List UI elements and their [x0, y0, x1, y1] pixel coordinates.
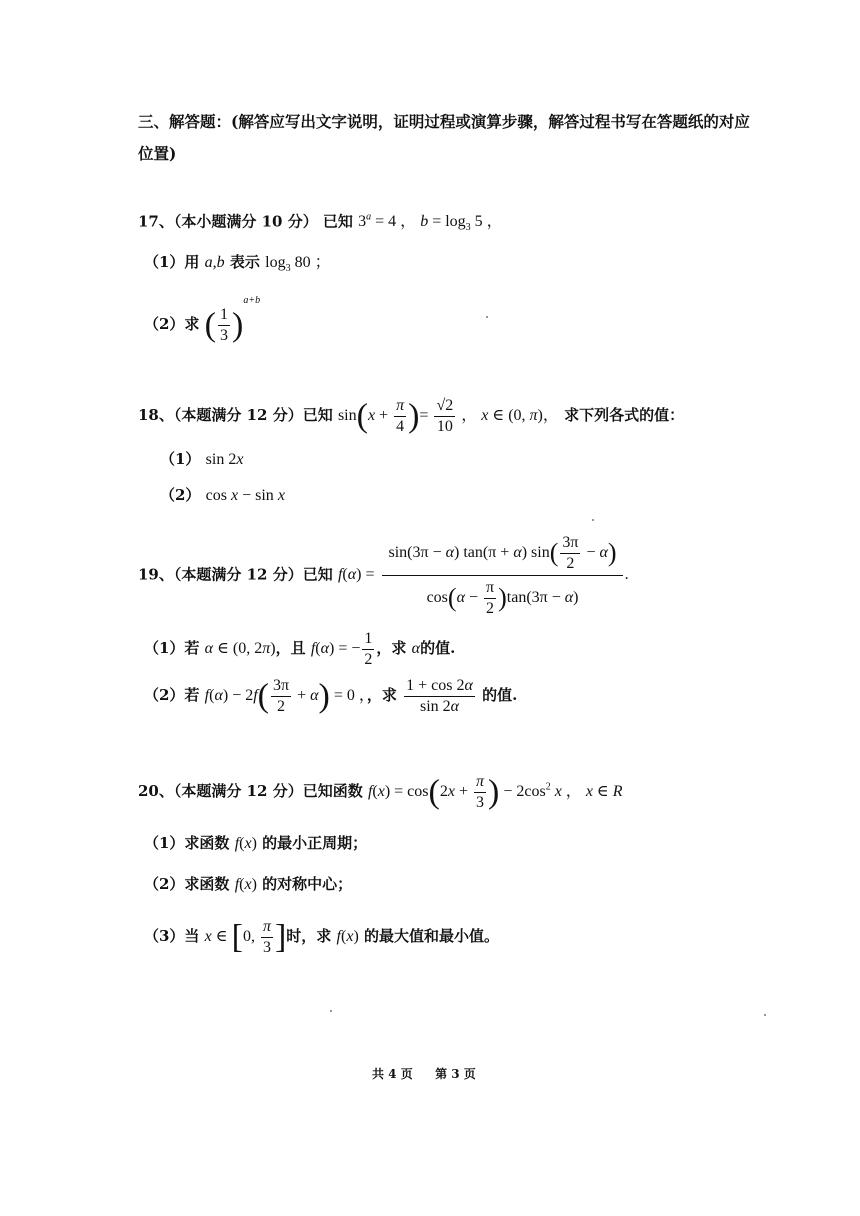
section-title: 三、解答题：(解答应写出文字说明，证明过程或演算步骤，解答过程书写在答题纸的对应	[138, 112, 750, 131]
q20-given-formula: f(x) = cos(2x + $\frac{\pi}{3}$ ) − $2\cos^2$ x ， x ∈ R	[367, 773, 623, 811]
q20-part3-text: 的最大值和最小值。	[364, 926, 500, 945]
q20-part3-interval: x ∈ [0, $\frac{\pi}{3}$ ]	[204, 918, 287, 956]
section-title-continued: 位置)	[138, 144, 177, 163]
scan-speck	[330, 1010, 332, 1012]
q19-part1-end: 的值.	[420, 638, 456, 657]
q19-part1-condition: f(α) = − $\frac{1}{2}$	[310, 630, 373, 668]
q20-part3-label: （3）当	[144, 926, 200, 945]
q17-part1	[144, 255, 331, 274]
q17-part1-text: 表示	[229, 253, 260, 271]
q19-given-formula: f(α) = sin(3π − α) tan(π + α) sin( $\frac{3\pi}{2}$ − α) cos(α − $\frac{\pi}{2}$ )tan(3π − α) .	[337, 534, 629, 617]
q20-part1	[144, 836, 367, 852]
q19-part1	[144, 630, 455, 668]
q20-part2-func: f(x)	[234, 876, 257, 893]
q18-part1-formula: sin 2x	[205, 451, 244, 468]
q18-stem	[138, 397, 684, 435]
q19-part2	[144, 677, 517, 715]
scan-speck	[764, 1014, 766, 1016]
q18-part2	[160, 488, 285, 504]
q20-part3	[144, 918, 499, 956]
q19-part2-condition: f(α) − 2f( $\frac{3\pi}{2}$ + α) = 0 ，	[204, 677, 367, 715]
q19-part1-var: α	[411, 639, 421, 657]
q17-part2-formula: ( $\frac{1}{3}$ )$^{a+b}$	[204, 295, 261, 344]
q19-part2-label: （2）若	[144, 685, 200, 704]
q20-heading: 20、（本题满分 12 分）已知函数	[138, 781, 363, 800]
q19-stem	[138, 534, 629, 617]
q19-part1-ask: ，求	[376, 638, 407, 657]
q20-part2-label: （2）求函数	[144, 875, 230, 893]
scan-speck	[592, 519, 594, 521]
q18-part1-label: （1）	[160, 450, 201, 468]
q18-part1	[160, 452, 243, 468]
q17-part1-formula: $\log_3 80$ ；	[265, 254, 331, 275]
footer-page-number: 第 3 页	[435, 1067, 476, 1081]
q17-part2	[144, 296, 260, 344]
q19-part2-end: 的值.	[482, 685, 518, 704]
q18-tail: 求下列各式的值：	[564, 405, 685, 424]
q19-heading: 19、（本题满分 12 分）已知	[138, 565, 333, 584]
q19-part2-ask: ，求	[366, 685, 397, 704]
q20-part3-mid: 时，求	[286, 926, 332, 945]
q17-stem	[138, 213, 503, 234]
scan-speck	[486, 316, 488, 318]
page-footer	[372, 1068, 476, 1080]
q17-part1-vars: a,b	[204, 254, 225, 271]
q19-part1-and: ，且	[275, 638, 306, 657]
q18-part2-label: （2）	[160, 486, 201, 504]
q19-part1-range: α ∈ (0, 2π)	[204, 639, 276, 657]
footer-total-pages: 共 4 页	[372, 1067, 413, 1081]
q17-given-formula: $3^a = 4$ ， $b = \log_3 5$ ，	[358, 212, 503, 234]
q20-part3-func: f(x)	[336, 927, 359, 945]
q20-part1-label: （1）求函数	[144, 834, 230, 852]
q17-heading: 17、（本小题满分 10 分） 已知	[138, 212, 353, 231]
q20-stem	[138, 773, 623, 811]
q18-part2-formula: cos x − sin x	[205, 487, 285, 504]
q20-part1-func: f(x)	[234, 835, 257, 852]
q17-part2-label: （2）求	[144, 315, 200, 333]
q19-part1-label: （1）若	[144, 638, 200, 657]
q19-part2-expression: $\frac{1 + \cos 2\alpha}{\sin 2\alpha}$	[406, 677, 473, 715]
q20-part2	[144, 877, 352, 893]
q20-part2-text: 的对称中心；	[262, 875, 353, 893]
q20-part1-text: 的最小正周期；	[262, 834, 368, 852]
q18-given-formula: sin(x + $\frac{\pi}{4}$ )= $\frac{√2}{10}$ ， x ∈ (0, π)，	[337, 397, 559, 435]
q18-heading: 18、（本题满分 12 分）已知	[138, 405, 333, 424]
q17-part1-label: （1）用	[144, 253, 200, 271]
